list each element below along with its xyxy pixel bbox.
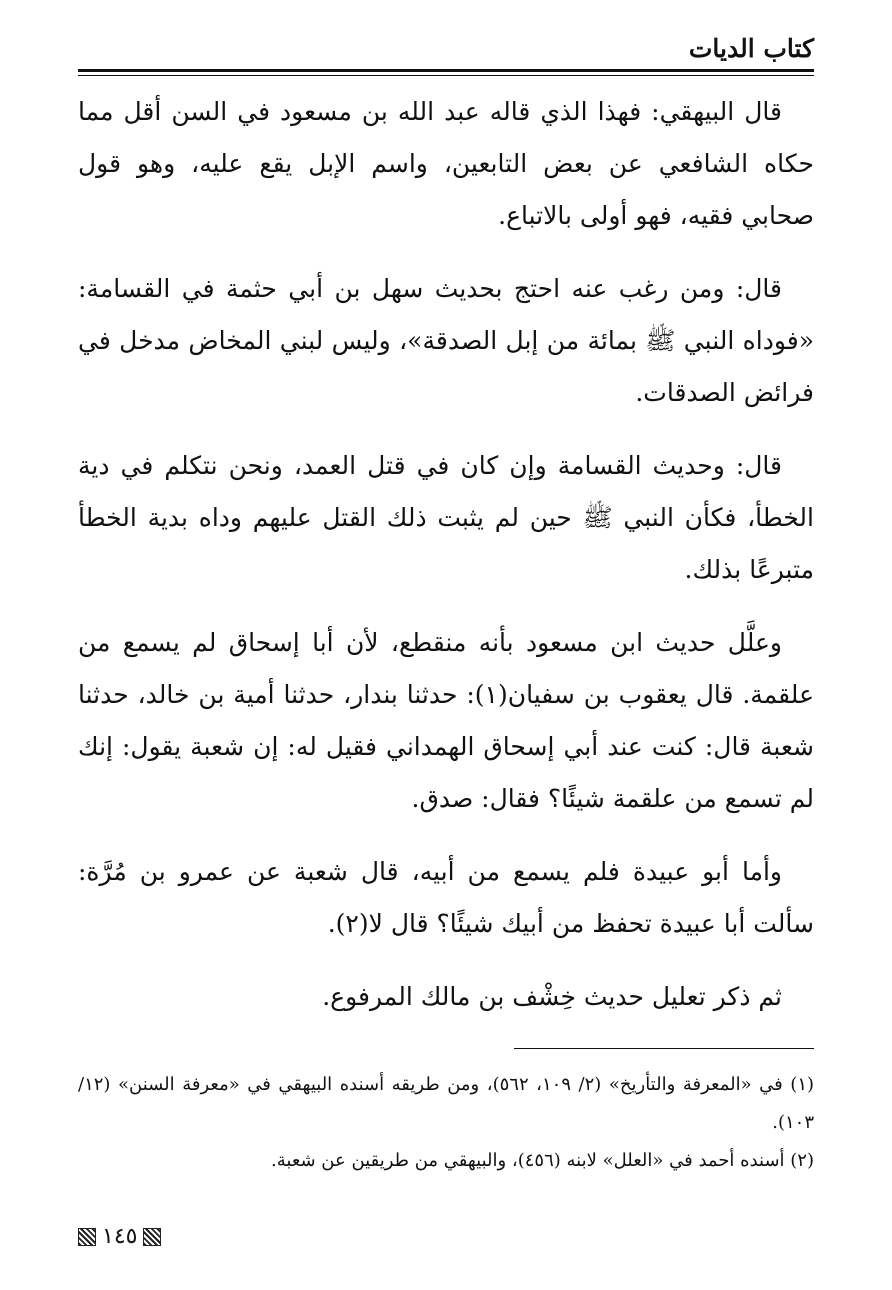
footnote: (٢) أسنده أحمد في «العلل» لابنه (٤٥٦)، والبيهقي من طريقين عن شعبة. [271,1150,814,1171]
page-number-block [78,1224,161,1249]
main-text [78,86,814,1044]
ornament-icon [78,1228,96,1246]
paragraph: ثم ذكر تعليل حديث خِشْف بن مالك المرفوع. [322,982,782,1011]
running-header: كتاب الديات [688,34,814,63]
header-rule-thin [78,75,814,76]
paragraph: قال: ومن رغب عنه احتج بحديث سهل بن أبي حثمة في القسامة: «فوداه النبي ﷺ بمائة من إبل الصدقة»، وليس لبني المخاض مدخل في فرائض الصدقات. [78,274,814,407]
page-number: ١٤٥ [102,1224,138,1249]
header-rule-thick [78,69,814,72]
paragraph: قال: وحديث القسامة وإن كان في قتل العمد، ونحن نتكلم في دية الخطأ، فكأن النبي ﷺ حين لم يثبت ذلك القتل عليهم وداه بدية الخطأ متبرعًا بذلك. [78,451,814,584]
paragraph: وأما أبو عبيدة فلم يسمع من أبيه، قال شعبة عن عمرو بن مُرَّة: سألت أبا عبيدة تحفظ من أبيك شيئًا؟ قال لا(٢). [78,857,814,938]
paragraph: وعلَّل حديث ابن مسعود بأنه منقطع، لأن أبا إسحاق لم يسمع من علقمة. قال يعقوب بن سفيان(١): حدثنا بندار، حدثنا أمية بن خالد، حدثنا شعبة قال: كنت عند أبي إسحاق الهمداني فقيل له: إن شعبة يقول: إنك لم تسمع من علقمة شيئًا؟ فقال: صدق. [78,628,814,813]
footnote-separator [514,1048,814,1049]
footnotes [78,1066,814,1180]
paragraph: قال البيهقي: فهذا الذي قاله عبد الله بن مسعود في السن أقل مما حكاه الشافعي عن بعض التابعين، واسم الإبل يقع عليه، وهو قول صحابي فقيه، فهو أولى بالاتباع. [78,97,814,230]
footnote: (١) في «المعرفة والتأريخ» (٢/ ١٠٩، ٥٦٢)، ومن طريقه أسنده البيهقي في «معرفة السنن» (١٢/ ١٠٣). [78,1074,815,1133]
ornament-icon [143,1228,161,1246]
